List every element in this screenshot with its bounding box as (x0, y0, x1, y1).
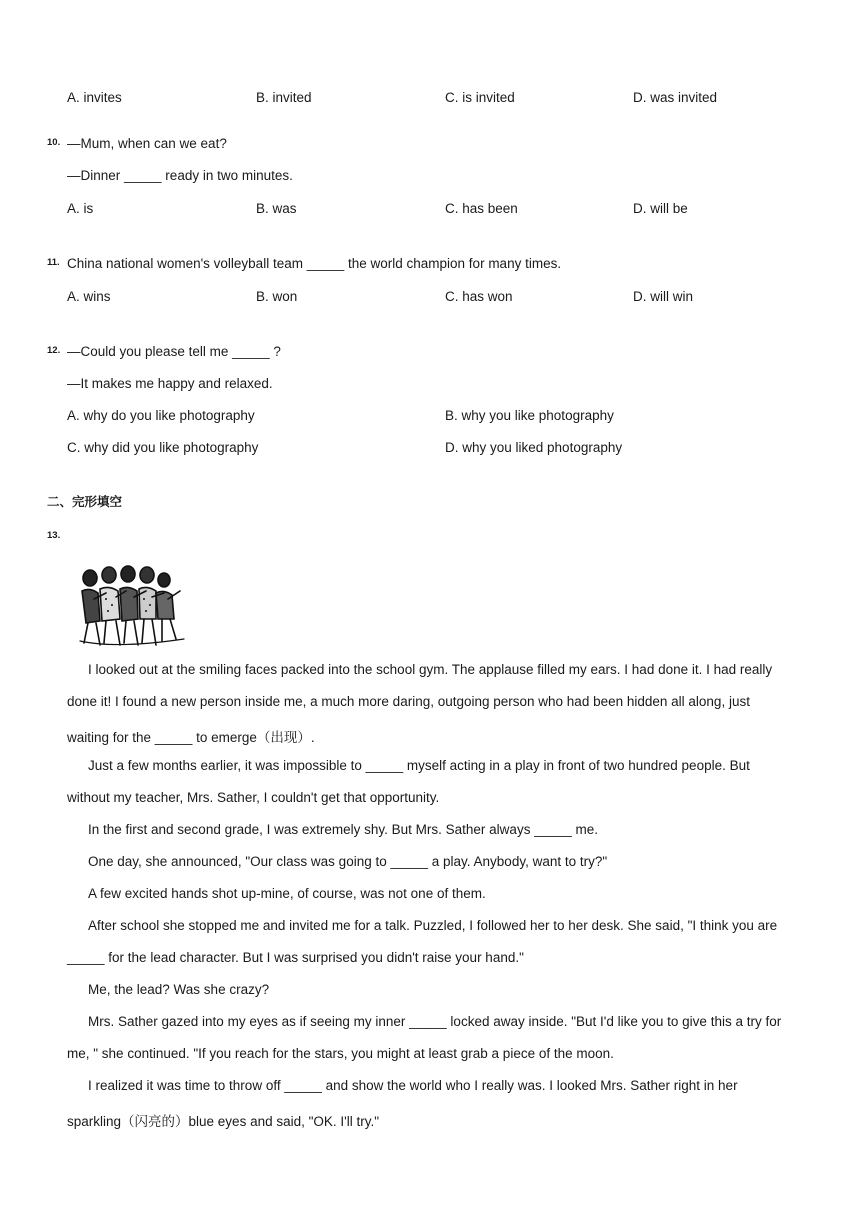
q12-option-d: D. why you liked photography (445, 440, 623, 455)
q10-option-b: B. was (256, 201, 297, 216)
passage-line-3: waiting for the _____ to emerge（出现）. (67, 730, 315, 745)
passage-line-9: After school she stopped me and invited me for a talk. Puzzled, I followed her to her desk. She said, "I think you are (88, 918, 778, 933)
q10-option-c: C. has been (445, 201, 518, 216)
passage-line-15: sparkling（闪亮的）blue eyes and said, "OK. I'll try." (67, 1114, 380, 1129)
passage-line-8: A few excited hands shot up-mine, of course, was not one of them. (88, 886, 486, 901)
passage-line-13: me, " she continued. "If you reach for the stars, you might at least grab a piece of the moon. (67, 1046, 614, 1061)
people-audience-illustration (76, 563, 188, 649)
q10-line-1: —Mum, when can we eat? (67, 136, 227, 151)
q12-option-c: C. why did you like photography (67, 440, 259, 455)
q9-option-d: D. was invited (633, 90, 718, 105)
q10-option-d: D. will be (633, 201, 688, 216)
passage-line-2: done it! I found a new person inside me, a much more daring, outgoing person who had been hidden all along, just (67, 694, 750, 709)
q9-option-a: A. invites (67, 90, 122, 105)
q10-option-a: A. is (67, 201, 94, 216)
q12-option-b: B. why you like photography (445, 408, 614, 423)
q12-line-2: —It makes me happy and relaxed. (67, 376, 273, 391)
passage-line-12: Mrs. Sather gazed into my eyes as if seeing my inner _____ locked away inside. "But I'd like you to give this a try for (88, 1014, 782, 1029)
q9-option-b: B. invited (256, 90, 312, 105)
q12-option-a: A. why do you like photography (67, 408, 255, 423)
q11-option-b: B. won (256, 289, 298, 304)
passage-line-1: I looked out at the smiling faces packed into the school gym. The applause filled my ears. I had done it. I had really (88, 662, 773, 677)
passage-line-4: Just a few months earlier, it was impossible to _____ myself acting in a play in front of two hundred people. But (88, 758, 750, 773)
q11-stem: China national women's volleyball team _____ the world champion for many times. (67, 256, 562, 271)
passage-line-7: One day, she announced, "Our class was going to _____ a play. Anybody, want to try?" (88, 854, 608, 869)
q11-option-d: D. will win (633, 289, 694, 304)
q11-option-c: C. has won (445, 289, 513, 304)
q10-line-2: —Dinner _____ ready in two minutes. (67, 168, 293, 183)
q9-option-c: C. is invited (445, 90, 515, 105)
section-heading-cloze: 二、完形填空 (47, 495, 123, 509)
q11-number: 11. (47, 257, 60, 268)
passage-line-5: without my teacher, Mrs. Sather, I couldn't get that opportunity. (67, 790, 440, 805)
q11-option-a: A. wins (67, 289, 111, 304)
q13-number: 13. (47, 530, 61, 541)
q10-number: 10. (47, 137, 61, 148)
q12-number: 12. (47, 345, 61, 356)
passage-line-6: In the first and second grade, I was extremely shy. But Mrs. Sather always _____ me. (88, 822, 598, 837)
passage-line-14: I realized it was time to throw off _____ and show the world who I really was. I looked Mrs. Sather right in her (88, 1078, 738, 1093)
passage-line-11: Me, the lead? Was she crazy? (88, 982, 270, 997)
q12-line-1: —Could you please tell me _____ ? (67, 344, 281, 359)
passage-line-10: _____ for the lead character. But I was surprised you didn't raise your hand." (67, 950, 524, 965)
